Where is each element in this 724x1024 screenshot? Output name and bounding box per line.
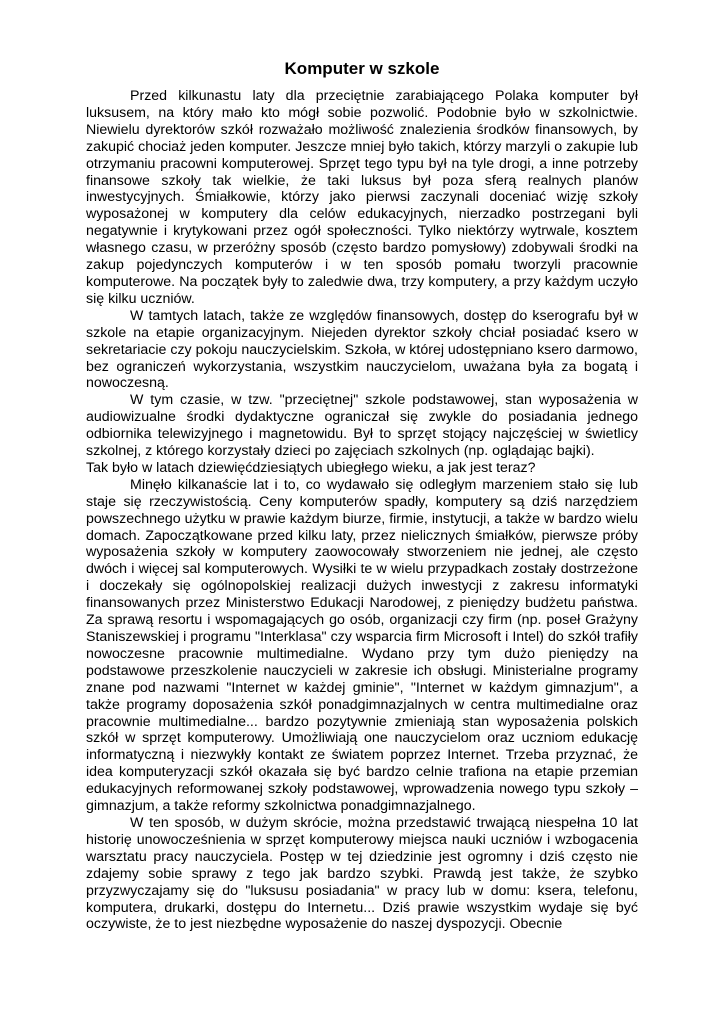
paragraph-4: Tak było w latach dziewięćdziesiątych ubiegłego wieku, a jak jest teraz?	[86, 459, 536, 476]
paragraph-2: W tamtych latach, także ze względów finansowych, dostęp do kserografu był w szkole na etapie organizacyjnym. Niejeden dyrektor szkoły chciał posiadać ksero w sekretariacie czy pokoju nauczycielskim. Szkoła, w której udostępniano ksero darmowo, bez ograniczeń wykorzystania, wszystkim nauczycielom, uważana była za bogatą i nowoczesną.	[86, 307, 638, 392]
paragraph-1: Przed kilkunastu laty dla przeciętnie zarabiającego Polaka komputer był luksusem, na który mało kto mógł sobie pozwolić. Podobnie było w szkolnictwie. Niewielu dyrektorów szkół rozważało możliwość znalezienia środków finansowych, by zakupić chociaż jeden komputer. Jeszcze mniej było takich, którzy marzyli o zakupie lub otrzymaniu pracowni komputerowej. Sprzęt tego typu był na tyle drogi, a inne potrzeby finansowe szkoły tak wielkie, że taki luksus był poza sferą realnych planów inwestycyjnych. Śmiałkowie, którzy jako pierwsi zaczynali doceniać wizję szkoły wyposażonej w komputery dla celów edukacyjnych, nierzadko postrzegani byli negatywnie i krytykowani przez ogół społeczności. Tylko niektórzy wytrwale, kosztem własnego czasu, w przeróżny sposób (często bardzo pomysłowy) zdobywali środki na zakup pojedynczych komputerów i w ten sposób pomału tworzyli pracownie komputerowe. Na początek były to zaledwie dwa, trzy komputery, a przy każdym uczyło się kilku uczniów.	[86, 88, 638, 307]
paragraph-3: W tym czasie, w tzw. "przeciętnej" szkole podstawowej, stan wyposażenia w audiowizualne środki dydaktyczne ograniczał się zwykle do posiadania jednego odbiornika telewizyjnego i magnetowidu. Był to sprzęt stojący najczęściej w świetlicy szkolnej, z którego korzystały dzieci po zajęciach szkolnych (np. oglądając bajki).	[86, 392, 638, 460]
document-page	[86, 58, 638, 933]
paragraph-5: Minęło kilkanaście lat i to, co wydawało się odległym marzeniem stało się lub staje się rzeczywistością. Ceny komputerów spadły, komputery są dziś narzędziem powszechnego użytku w prawie każdym biurze, firmie, instytucji, a także w bardzo wielu domach. Zapoczątkowane przed kilku laty, przez nielicznych śmiałków, pierwsze próby wyposażenia szkoły w komputery zaowocowały stworzeniem nie jednej, ale często dwóch i więcej sal komputerowych. Wysiłki te w wielu przypadkach zostały dostrzeżone i doczekały się ogólnopolskiej realizacji dużych inwestycji z zakresu informatyki finansowanych przez Ministerstwo Edukacji Narodowej, z pieniędzy budżetu państwa. Za sprawą resortu i wspomagających go osób, organizacji czy firm (np. poseł Grażyny Staniszewskiej i programu "Interklasa" czy wsparcia firm Microsoft i Intel) do szkół trafiły nowoczesne pracownie multimedialne. Wydano przy tym dużo pieniędzy na podstawowe przeszkolenie nauczycieli w zakresie ich obsługi. Ministerialne programy znane pod nazwami "Internet w każdej gminie", "Internet w każdym gimnazjum", a także programy doposażenia szkół ponadgimnazjalnych w centra multimedialne oraz pracownie multimedialne... bardzo pozytywnie zmieniają stan wyposażenia polskich szkół w sprzęt komputerowy. Umożliwiają one nauczycielom oraz uczniom edukację informatyczną i niezwykły kontakt ze światem poprzez Internet. Trzeba przyznać, że idea komputeryzacji szkół okazała się być bardzo celnie trafiona na etapie przemian edukacyjnych reformowanej szkoły podstawowej, wprowadzenia nowego typu szkoły – gimnazjum, a także reformy szkolnictwa ponadgimnazjalnego.	[86, 476, 638, 815]
document-title: Komputer w szkole	[284, 59, 440, 78]
paragraph-6: W ten sposób, w dużym skrócie, można przedstawić trwającą niespełna 10 lat historię unowocześnienia w sprzęt komputerowy miejsca nauki uczniów i wzbogacenia warsztatu pracy nauczyciela. Postęp w tej dziedzinie jest ogromny i dziś często nie zdajemy sobie sprawy z tego jak bardzo szybki. Prawdą jest także, że szybko przyzwyczajamy się do "luksusu posiadania" w pracy lub w domu: ksera, telefonu, komputera, drukarki, dostępu do Internetu... Dziś prawie wszystkim wydaje się być oczywiste, że to jest niezbędne wyposażenie do naszej dyspozycji. Obecnie	[86, 814, 638, 933]
